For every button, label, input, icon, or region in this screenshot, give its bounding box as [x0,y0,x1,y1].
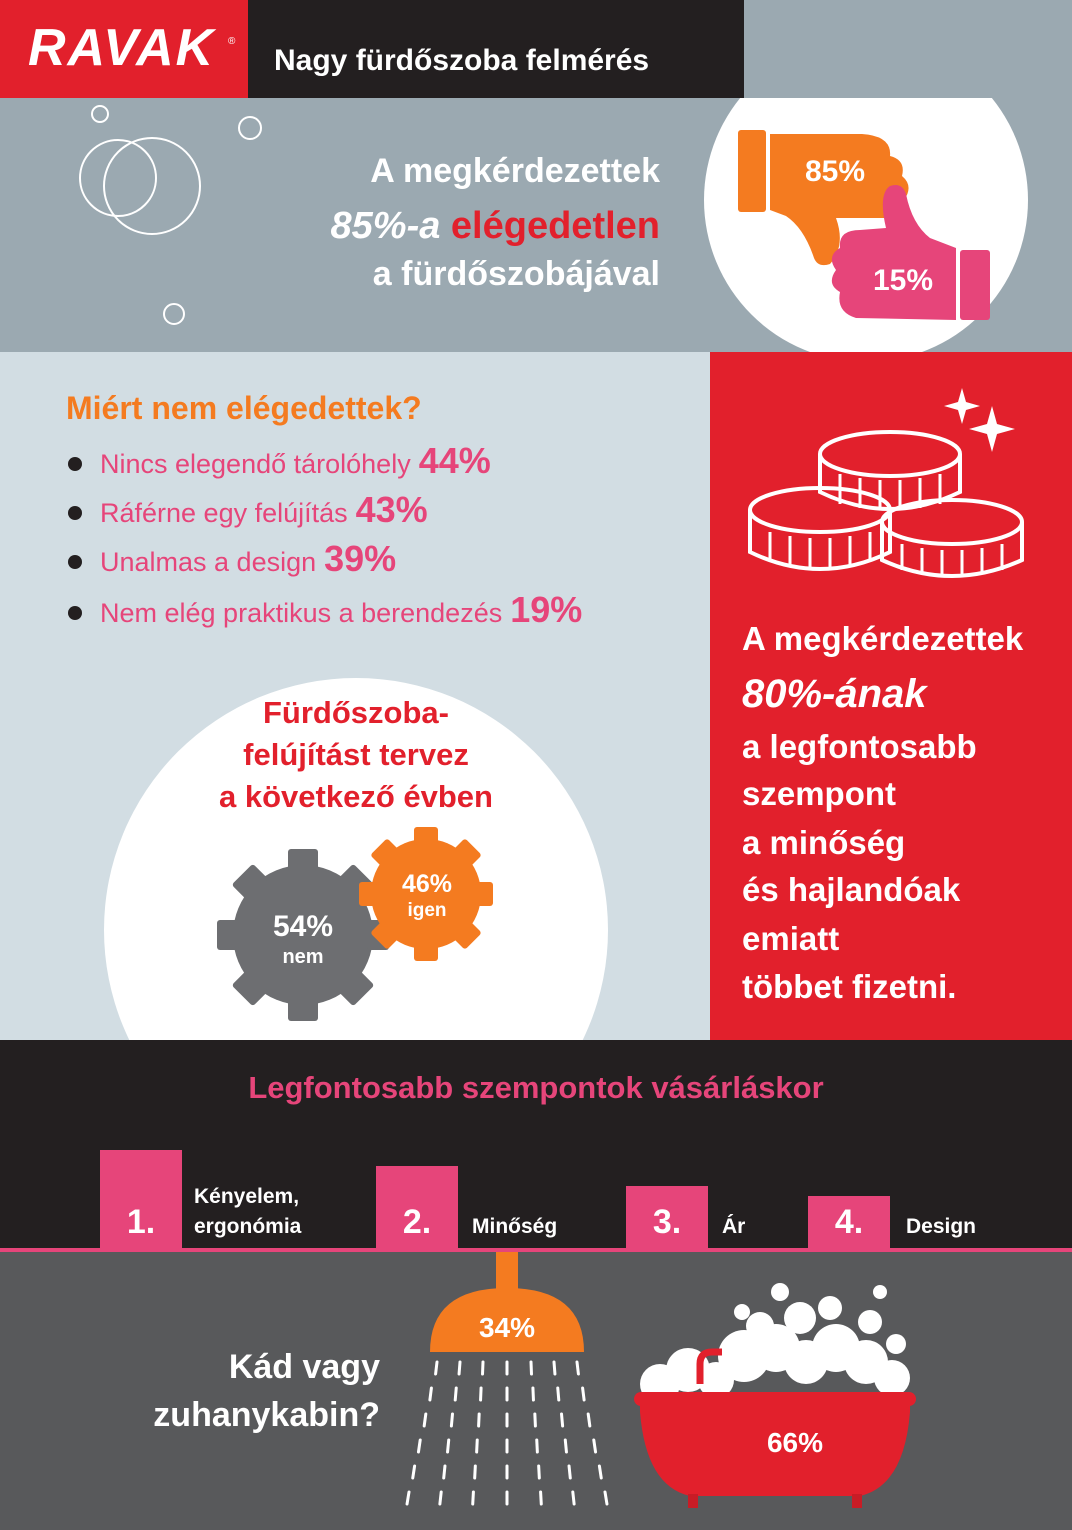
bathtub-percent: 66% [766,1427,824,1458]
quality-line-5: a minőség [742,824,906,861]
quality-percent: 80%-ának [742,672,927,716]
podium-label-3: Ár [722,1215,746,1238]
gear-yes-percent: 46% [401,870,453,898]
renovation-title-line-2: felújítást tervez [243,737,469,772]
quality-line-6: és hajlandóak [742,871,961,908]
quality-line-4: szempont [742,775,897,812]
quality-line-3: a legfontosabb [742,728,977,765]
podium-label-line: Kényelem, [194,1185,300,1208]
podium-rank-2: 2. [376,1166,458,1248]
renovation-title-line-3: a következő évben [219,779,493,814]
bathtub-icon [634,1283,916,1508]
renovation-title-line-1: Fürdőszoba- [263,695,449,730]
gear-no-percent: 54% [272,910,334,943]
gear-yes-label: igen [407,900,447,921]
satisfaction-line-2 [331,205,660,248]
reason-text: Ráférne egy felújítás [100,498,348,528]
quality-line-7: emiatt [742,920,840,957]
coins-icon [730,380,1050,590]
satisfaction-percent: 85%-a [330,205,441,247]
gear-no-label: nem [282,946,324,968]
reason-percent: 44% [418,440,491,481]
criteria-title: Legfontosabb szempontok vásárláskor [248,1070,824,1105]
registered-mark: ® [228,36,236,47]
podium-label-1 [194,1182,301,1242]
reason-text: Unalmas a design [100,547,317,577]
bath-question-line-2: zuhanykabin? [153,1396,380,1434]
ravak-logo: RAVAK [28,19,216,77]
quality-line-8: többet fizetni. [742,968,957,1005]
sparkle-icon [944,388,1015,452]
quality-line-1: A megkérdezettek [742,620,1024,657]
satisfaction-keyword: elégedetlen [450,205,660,247]
satisfaction-line-1: A megkérdezettek [370,152,660,190]
bath-graphics [0,1252,1072,1530]
podium-label-2: Minőség [472,1215,558,1238]
podium-rank-1: 1. [100,1150,182,1248]
podium-rank-4: 4. [808,1196,890,1248]
reason-text: Nincs elegendő tárolóhely [100,449,411,479]
thumbs-up-percent: 15% [872,264,934,297]
reasons-title: Miért nem elégedettek? [66,390,422,426]
podium-label-line: ergonómia [194,1215,302,1238]
bath-question-line-1: Kád vagy [228,1348,380,1386]
reason-percent: 43% [355,489,428,530]
bubbles-icon [80,106,261,324]
podium-rank-3: 3. [626,1186,708,1248]
shower-icon [407,1252,607,1504]
reason-text: Nem elég praktikus a berendezés [100,598,503,628]
page-title: Nagy fürdőszoba felmérés [274,44,650,77]
header-spacer [744,0,1072,98]
reason-percent: 39% [324,538,397,579]
satisfaction-line-3: a fürdőszobájával [372,255,660,293]
shower-percent: 34% [478,1312,536,1343]
thumbs-down-percent: 85% [804,155,866,188]
reason-percent: 19% [510,589,583,630]
podium-label-4: Design [906,1215,977,1238]
